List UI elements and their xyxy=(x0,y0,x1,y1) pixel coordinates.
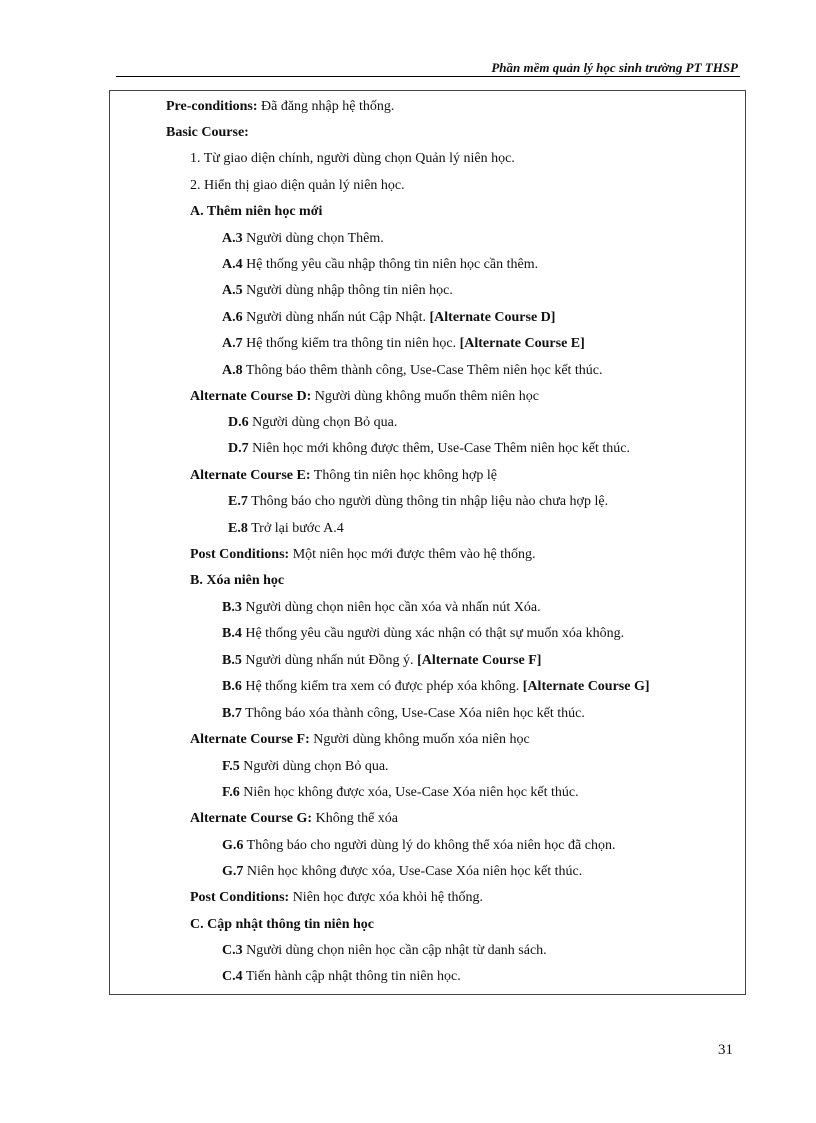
line-text: Người dùng chọn Thêm. xyxy=(242,231,384,246)
bold-label: Basic Course: xyxy=(166,125,249,140)
text-line xyxy=(190,178,405,194)
line-text: Niên học được xóa khỏi hệ thống. xyxy=(289,890,484,905)
bold-label: A. Thêm niên học mới xyxy=(190,204,323,219)
line-text: Người dùng nhấn nút Đồng ý. xyxy=(241,653,418,668)
text-line xyxy=(228,521,344,537)
line-text: 2. Hiển thị giao diện quản lý niên học. xyxy=(190,178,405,193)
text-line xyxy=(190,468,497,484)
line-text: Thông báo cho người dùng thông tin nhập liệu nào chưa hợp lệ. xyxy=(247,494,609,509)
bold-label: A.4 xyxy=(222,257,243,272)
text-line xyxy=(228,494,608,510)
line-text: Tiến hành cập nhật thông tin niên học. xyxy=(242,969,461,984)
bold-label: [Alternate Course E] xyxy=(459,336,585,351)
text-line xyxy=(166,125,249,141)
line-text: Không thể xóa xyxy=(312,811,399,826)
bold-label: [Alternate Course G] xyxy=(522,679,650,694)
bold-label: Alternate Course D: xyxy=(190,389,312,404)
bold-label: D.6 xyxy=(228,415,249,430)
line-text: 1. Từ giao diện chính, người dùng chọn Quản lý niên học. xyxy=(190,151,515,166)
text-line xyxy=(222,653,541,669)
line-text: Hệ thống yêu cầu nhập thông tin niên học cần thêm. xyxy=(242,257,539,272)
bold-label: [Alternate Course D] xyxy=(429,310,556,325)
text-line xyxy=(190,204,322,220)
page-number: 31 xyxy=(718,1042,733,1058)
bold-label: Alternate Course E: xyxy=(190,468,311,483)
text-line xyxy=(222,626,624,642)
bold-label: F.6 xyxy=(222,785,240,800)
bold-label: A.8 xyxy=(222,363,243,378)
text-line xyxy=(222,943,547,959)
text-line xyxy=(222,759,389,775)
text-line xyxy=(222,969,461,985)
line-text: Thông tin niên học không hợp lệ xyxy=(310,468,497,483)
bold-label: B. Xóa niên học xyxy=(190,573,285,588)
bold-label: B.7 xyxy=(222,706,242,721)
text-line xyxy=(222,257,538,273)
text-line xyxy=(190,890,483,906)
line-text: Hệ thống yêu cầu người dùng xác nhận có thật sự muốn xóa không. xyxy=(241,626,625,641)
text-line xyxy=(166,99,394,115)
line-text: Người dùng chọn niên học cần cập nhật từ danh sách. xyxy=(242,943,547,958)
bold-label: A.7 xyxy=(222,336,243,351)
line-text: Niên học không được xóa, Use-Case Xóa niên học kết thúc. xyxy=(239,785,579,800)
line-text: Người dùng nhấn nút Cập Nhật. xyxy=(242,310,430,325)
text-line xyxy=(222,363,603,379)
bold-label: [Alternate Course F] xyxy=(417,653,542,668)
line-text: Niên học mới không được thêm, Use-Case Thêm niên học kết thúc. xyxy=(248,441,631,456)
text-line xyxy=(222,310,555,326)
line-text: Thông báo cho người dùng lý do không thể xóa niên học đã chọn. xyxy=(243,838,616,853)
text-line xyxy=(222,679,650,695)
line-text: Niên học không được xóa, Use-Case Xóa niên học kết thúc. xyxy=(243,864,583,879)
bold-label: A.3 xyxy=(222,231,243,246)
line-text: Hệ thống kiểm tra thông tin niên học. xyxy=(242,336,460,351)
use-case-box xyxy=(109,90,746,995)
text-line xyxy=(190,811,398,827)
line-text: Người dùng chọn niên học cần xóa và nhấn nút Xóa. xyxy=(241,600,541,615)
line-text: Thông báo thêm thành công, Use-Case Thêm niên học kết thúc. xyxy=(242,363,603,378)
text-line xyxy=(228,415,397,431)
line-text: Người dùng chọn Bỏ qua. xyxy=(248,415,398,430)
line-text: Một niên học mới được thêm vào hệ thống. xyxy=(289,547,536,562)
bold-label: F.5 xyxy=(222,759,240,774)
bold-label: Post Conditions: xyxy=(190,890,290,905)
text-line xyxy=(222,838,615,854)
line-text: Thông báo xóa thành công, Use-Case Xóa niên học kết thúc. xyxy=(241,706,585,721)
line-text: Người dùng nhập thông tin niên học. xyxy=(242,283,453,298)
bold-label: B.6 xyxy=(222,679,242,694)
header-rule xyxy=(116,76,740,77)
line-text: Người dùng không muốn xóa niên học xyxy=(309,732,530,747)
bold-label: D.7 xyxy=(228,441,249,456)
bold-label: G.6 xyxy=(222,838,244,853)
bold-label: Alternate Course G: xyxy=(190,811,313,826)
page-header-title: Phần mềm quản lý học sinh trường PT THSP xyxy=(491,60,738,75)
bold-label: G.7 xyxy=(222,864,244,879)
text-line xyxy=(190,389,539,405)
text-line xyxy=(190,547,536,563)
text-line xyxy=(228,441,630,457)
text-line xyxy=(222,336,585,352)
text-line xyxy=(190,573,284,589)
line-text: Hệ thống kiểm tra xem có được phép xóa không. xyxy=(241,679,523,694)
line-text: Người dùng chọn Bỏ qua. xyxy=(239,759,389,774)
bold-label: C.3 xyxy=(222,943,243,958)
bold-label: C.4 xyxy=(222,969,243,984)
bold-label: B.4 xyxy=(222,626,242,641)
bold-label: Alternate Course F: xyxy=(190,732,310,747)
bold-label: Pre-conditions: xyxy=(166,99,258,114)
text-line xyxy=(190,917,374,933)
bold-label: C. Cập nhật thông tin niên học xyxy=(190,917,374,932)
text-line xyxy=(190,151,515,167)
text-line xyxy=(222,864,582,880)
text-line xyxy=(222,283,453,299)
bold-label: B.3 xyxy=(222,600,242,615)
bold-label: E.8 xyxy=(228,521,248,536)
text-line xyxy=(222,600,541,616)
text-line xyxy=(190,732,530,748)
bold-label: A.5 xyxy=(222,283,243,298)
bold-label: A.6 xyxy=(222,310,243,325)
line-text: Trở lại bước A.4 xyxy=(247,521,344,536)
bold-label: E.7 xyxy=(228,494,248,509)
bold-label: Post Conditions: xyxy=(190,547,290,562)
line-text: Đã đăng nhập hệ thống. xyxy=(257,99,395,114)
text-line xyxy=(222,785,579,801)
text-line xyxy=(222,706,585,722)
bold-label: B.5 xyxy=(222,653,242,668)
text-line xyxy=(222,231,384,247)
line-text: Người dùng không muốn thêm niên học xyxy=(311,389,539,404)
